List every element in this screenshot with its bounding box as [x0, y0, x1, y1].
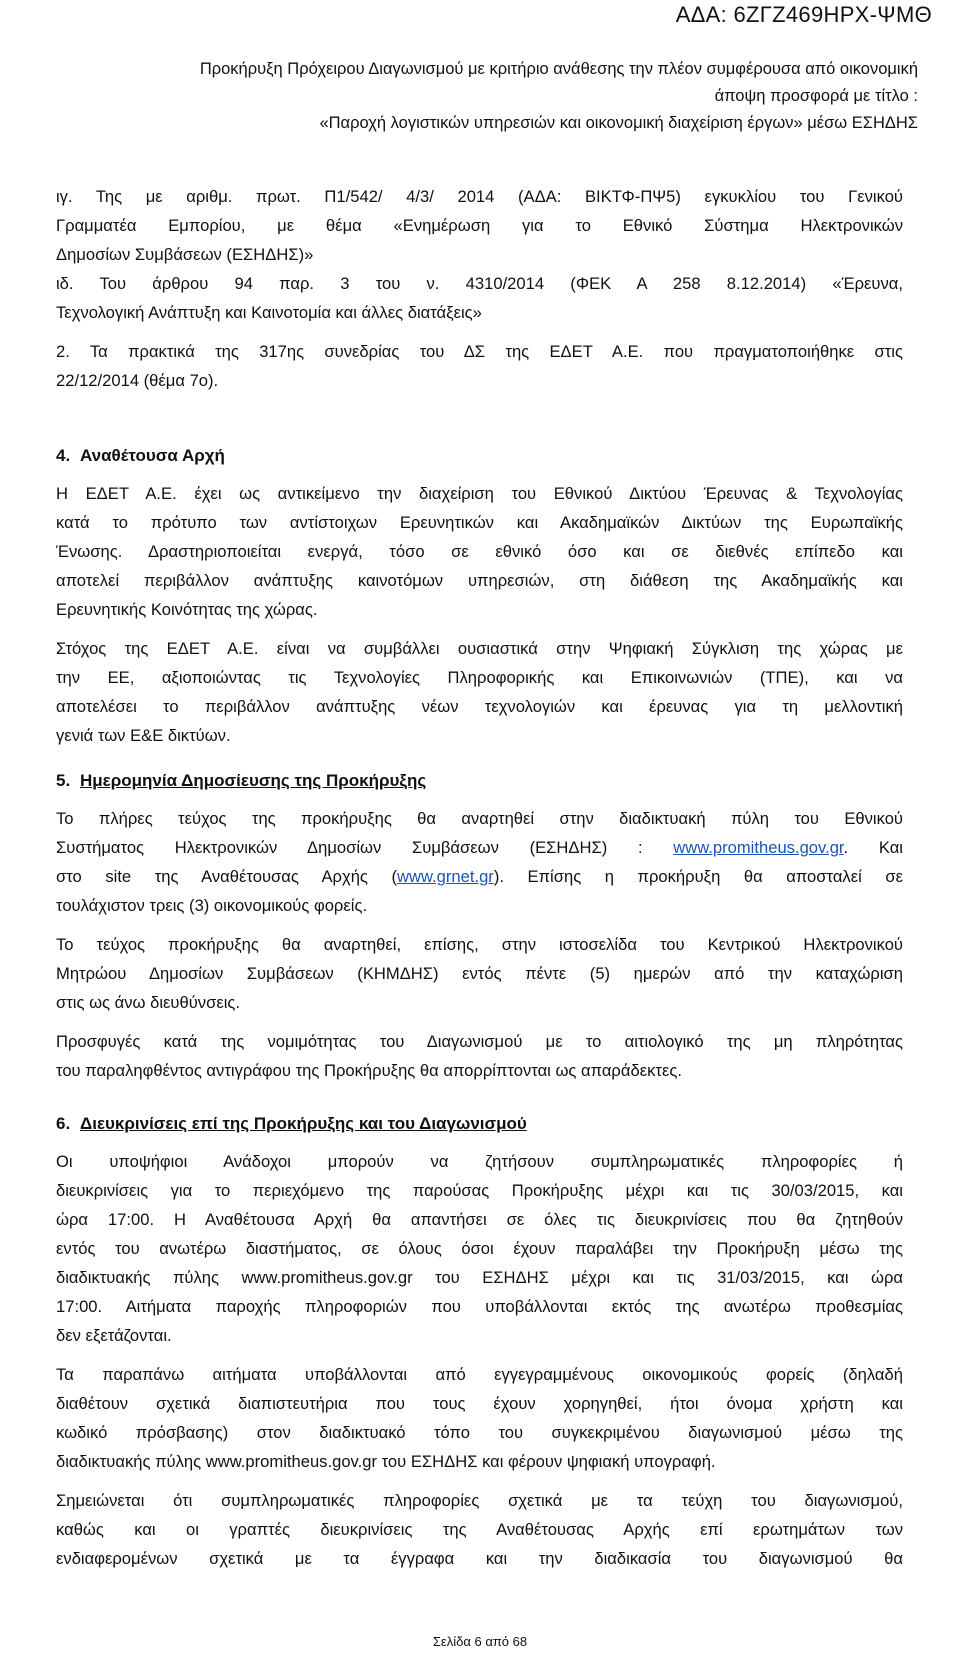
section-6-paragraph-1: [56, 1147, 903, 1350]
text-line: Στόχος της ΕΔΕΤ Α.Ε. είναι να συμβάλλει ουσιαστικά στην Ψηφιακή Σύγκλιση της χώρας με: [56, 639, 903, 658]
intro-paragraph-2: [56, 269, 903, 327]
section-title: Αναθέτουσα Αρχή: [80, 446, 225, 465]
text-line: του παραληφθέντος αντιγράφου της Προκήρυξης θα απορρίπτονται ως απαράδεκτες.: [56, 1061, 682, 1080]
text-line: 22/12/2014 (θέμα 7ο).: [56, 371, 219, 390]
text-fragment: Συστήματος Ηλεκτρονικών Δημοσίων Συμβάσεων (ΕΣΗΔΗΣ) :: [56, 838, 674, 857]
text-line: Το τεύχος προκήρυξης θα αναρτηθεί, επίσης, στην ιστοσελίδα του Κεντρικού Ηλεκτρονικού: [56, 935, 903, 954]
section-6-paragraph-3: [56, 1486, 903, 1573]
section-5-paragraph-1: [56, 804, 903, 920]
section-4-heading: [56, 441, 903, 470]
header-line: άποψη προσφορά με τίτλο :: [714, 87, 918, 105]
section-5-heading: [56, 766, 903, 795]
text-line: Ερευνητικής Κοινότητας της χώρας.: [56, 600, 318, 619]
page-number: Σελίδα 6 από 68: [432, 1634, 528, 1649]
text-line: την ΕΕ, αξιοποιώντας τις Τεχνολογίες Πληροφορικής και Επικοινωνιών (ΤΠΕ), και να: [56, 668, 903, 687]
document-body: [56, 182, 903, 1573]
header-line: «Παροχή λογιστικών υπηρεσιών και οικονομική διαχείριση έργων» μέσω ΕΣΗΔΗΣ: [319, 114, 918, 132]
section-6-heading: [56, 1109, 903, 1138]
text-fragment: . Και: [843, 838, 903, 857]
text-line: [56, 833, 903, 862]
text-line: Προσφυγές κατά της νομιμότητας του Διαγωνισμού με το αιτιολογικό της μη πληρότητας: [56, 1032, 903, 1051]
text-line: Ένωσης. Δραστηριοποιείται ενεργά, τόσο σε εθνικό όσο και σε διεθνές επίπεδο και: [56, 542, 903, 561]
text-fragment: ). Επίσης η προκήρυξη θα αποσταλεί σε: [493, 867, 903, 886]
text-line: διευκρινίσεις για το περιεχόμενο της παρούσας Προκήρυξης μέχρι και τις 30/03/2015, και: [56, 1181, 903, 1200]
text-line: διαδικτυακής πύλης www.promitheus.gov.gr του ΕΣΗΔΗΣ και φέρουν ψηφιακή υπογραφή.: [56, 1452, 716, 1471]
text-line: Σημειώνεται ότι συμπληρωματικές πληροφορίες σχετικά με τα τεύχη του διαγωνισμού,: [56, 1491, 903, 1510]
section-6-paragraph-2: [56, 1360, 903, 1476]
text-line: αποτελεί περιβάλλον ανάπτυξης καινοτόμων υπηρεσιών, στη διάθεση της Ακαδημαϊκής και: [56, 571, 903, 590]
text-line: διαδικτυακής πύλης www.promitheus.gov.gr του ΕΣΗΔΗΣ μέχρι και τις 31/03/2015, και ώρα: [56, 1268, 903, 1287]
text-line: κωδικό πρόσβασης) στον διαδικτυακό τόπο του συγκεκριμένου διαγωνισμού μέσω της: [56, 1423, 903, 1442]
section-5-paragraph-3: [56, 1027, 903, 1085]
text-line: 17:00. Αιτήματα παροχής πληροφοριών που υποβάλλονται εκτός της ανωτέρω προθεσμίας: [56, 1297, 903, 1316]
section-5-paragraph-2: [56, 930, 903, 1017]
section-title: Διευκρινίσεις επί της Προκήρυξης και του Διαγωνισμού: [80, 1114, 527, 1133]
text-line: κατά το πρότυπο των αντίστοιχων Ερευνητικών και Ακαδημαϊκών Δικτύων της Ευρωπαϊκής: [56, 513, 903, 532]
text-line: διαθέτουν σχετικά διαπιστευτήρια που τους έχουν χορηγηθεί, ήτοι όνομα χρήστη και: [56, 1394, 903, 1413]
text-line: στις ως άνω διευθύνσεις.: [56, 993, 241, 1012]
text-fragment: στο site της Αναθέτουσας Αρχής (: [56, 867, 397, 886]
section-title: Ημερομηνία Δημοσίευσης της Προκήρυξης: [80, 771, 427, 790]
text-line: [56, 862, 903, 891]
text-line: Το πλήρες τεύχος της προκήρυξης θα αναρτηθεί στην διαδικτυακή πύλη του Εθνικού: [56, 809, 903, 828]
text-line: δεν εξετάζονται.: [56, 1326, 172, 1345]
grnet-link[interactable]: www.grnet.gr: [397, 867, 494, 886]
text-line: Τα παραπάνω αιτήματα υποβάλλονται από εγγεγραμμένους οικονομικούς φορείς (δηλαδή: [56, 1365, 903, 1384]
header-line: Προκήρυξη Πρόχειρου Διαγωνισμού με κριτήριο ανάθεσης την πλέον συμφέρουσα από οικονομική: [199, 60, 918, 78]
text-line: ώρα 17:00. Η Αναθέτουσα Αρχή θα απαντήσει σε όλες τις διευκρινίσεις που θα ζητηθούν: [56, 1210, 903, 1229]
document-header: [40, 56, 918, 137]
text-line: τουλάχιστον τρεις (3) οικονομικούς φορείς.: [56, 896, 368, 915]
ada-code: ΑΔΑ: 6ΖΓΖ469ΗΡΧ-ΨΜΘ: [675, 2, 932, 27]
intro-paragraph-1: [56, 182, 903, 269]
text-line: αποτελέσει το περιβάλλον ανάπτυξης νέων τεχνολογιών και έρευνας για τη μελλοντική: [56, 697, 903, 716]
promitheus-link[interactable]: www.promitheus.gov.gr: [673, 838, 844, 857]
text-line: Δημοσίων Συμβάσεων (ΕΣΗΔΗΣ)»: [56, 245, 314, 264]
text-line: ιγ. Της με αριθμ. πρωτ. Π1/542/ 4/3/ 2014 (ΑΔΑ: ΒΙΚΤΦ-ΠΨ5) εγκυκλίου του Γενικού: [56, 187, 903, 206]
text-line: ενδιαφερομένων σχετικά με τα έγγραφα και την διαδικασία του διαγωνισμού θα: [56, 1549, 903, 1568]
text-line: Γραμματέα Εμπορίου, με θέμα «Ενημέρωση για το Εθνικό Σύστημα Ηλεκτρονικών: [56, 216, 903, 235]
text-line: γενιά των Ε&Ε δικτύων.: [56, 726, 231, 745]
text-line: 2. Τα πρακτικά της 317ης συνεδρίας του ΔΣ της ΕΔΕΤ Α.Ε. που πραγματοποιήθηκε στις: [56, 342, 903, 361]
intro-paragraph-3: [56, 337, 903, 395]
text-line: Οι υποψήφιοι Ανάδοχοι μπορούν να ζητήσουν συμπληρωματικές πληροφορίες ή: [56, 1152, 903, 1171]
section-number: 4.: [56, 446, 71, 465]
section-number: 6.: [56, 1114, 71, 1133]
text-line: εντός του ανωτέρω διαστήματος, σε όλους όσοι έχουν παραλάβει την Προκήρυξη μέσω της: [56, 1239, 903, 1258]
section-4-paragraph-1: [56, 479, 903, 624]
section-number: 5.: [56, 771, 71, 790]
text-line: Η ΕΔΕΤ Α.Ε. έχει ως αντικείμενο την διαχείριση του Εθνικού Δικτύου Έρευνας & Τεχνολογίας: [56, 484, 903, 503]
text-line: καθώς και οι γραπτές διευκρινίσεις της Αναθέτουσας Αρχής επί ερωτημάτων των: [56, 1520, 903, 1539]
section-4-paragraph-2: [56, 634, 903, 750]
text-line: Μητρώου Δημοσίων Συμβάσεων (ΚΗΜΔΗΣ) εντός πέντε (5) ημερών από την καταχώριση: [56, 964, 903, 983]
text-line: Τεχνολογική Ανάπτυξη και Καινοτομία και άλλες διατάξεις»: [56, 303, 482, 322]
text-line: ιδ. Του άρθρου 94 παρ. 3 του ν. 4310/2014 (ΦΕΚ Α 258 8.12.2014) «Έρευνα,: [56, 274, 903, 293]
